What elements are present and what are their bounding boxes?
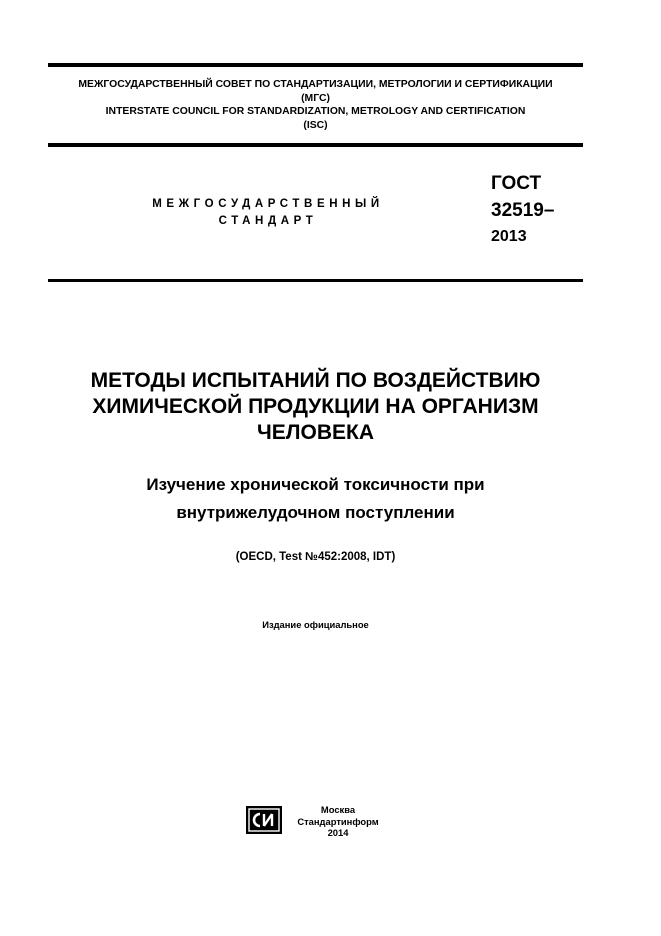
top-rule [48,63,583,67]
title-line1: МЕТОДЫ ИСПЫТАНИЙ ПО ВОЗДЕЙСТВИЮ [90,369,541,392]
gost-designation [491,170,554,248]
title-line2: ХИМИЧЕСКОЙ ПРОДУКЦИИ НА ОРГАНИЗМ [92,395,539,418]
publisher-name: Стандартинформ [297,815,379,827]
subtitle-line2: внутрижелудочном поступлении [176,503,455,522]
standard-kind-line2: СТАНДАРТ [218,215,318,227]
gost-number: 32519– [491,200,555,221]
header-rule [48,143,583,147]
publication-year: 2014 [327,827,349,838]
council-ru-abbr: (МГС) [301,92,330,104]
title-line3: ЧЕЛОВЕКА [257,421,374,444]
gost-year: 2013 [491,228,527,245]
edition-note: Издание официальное [262,619,369,630]
standard-kind-line1: МЕЖГОСУДАРСТВЕННЫЙ [152,198,384,210]
council-header [48,78,583,132]
designation-rule [48,279,583,282]
subtitle-line1: Изучение хронической токсичности при [146,475,485,494]
document-subtitle [48,471,583,527]
oecd-reference: (OECD, Test №452:2008, IDT) [235,551,396,563]
publisher-block [288,804,388,839]
standard-kind [100,196,436,230]
publisher-city: Москва [320,804,356,815]
standartinform-logo-icon [246,806,282,834]
council-en-name: INTERSTATE COUNCIL FOR STANDARDIZATION, METROLOGY AND CERTIFICATION [105,106,526,118]
gost-label: ГОСТ [491,173,542,194]
document-title [48,368,583,446]
council-en-abbr: (ISC) [303,119,328,131]
council-ru-name: МЕЖГОСУДАРСТВЕННЫЙ СОВЕТ ПО СТАНДАРТИЗАЦИИ, МЕТРОЛОГИИ И СЕРТИФИКАЦИИ [78,79,553,90]
